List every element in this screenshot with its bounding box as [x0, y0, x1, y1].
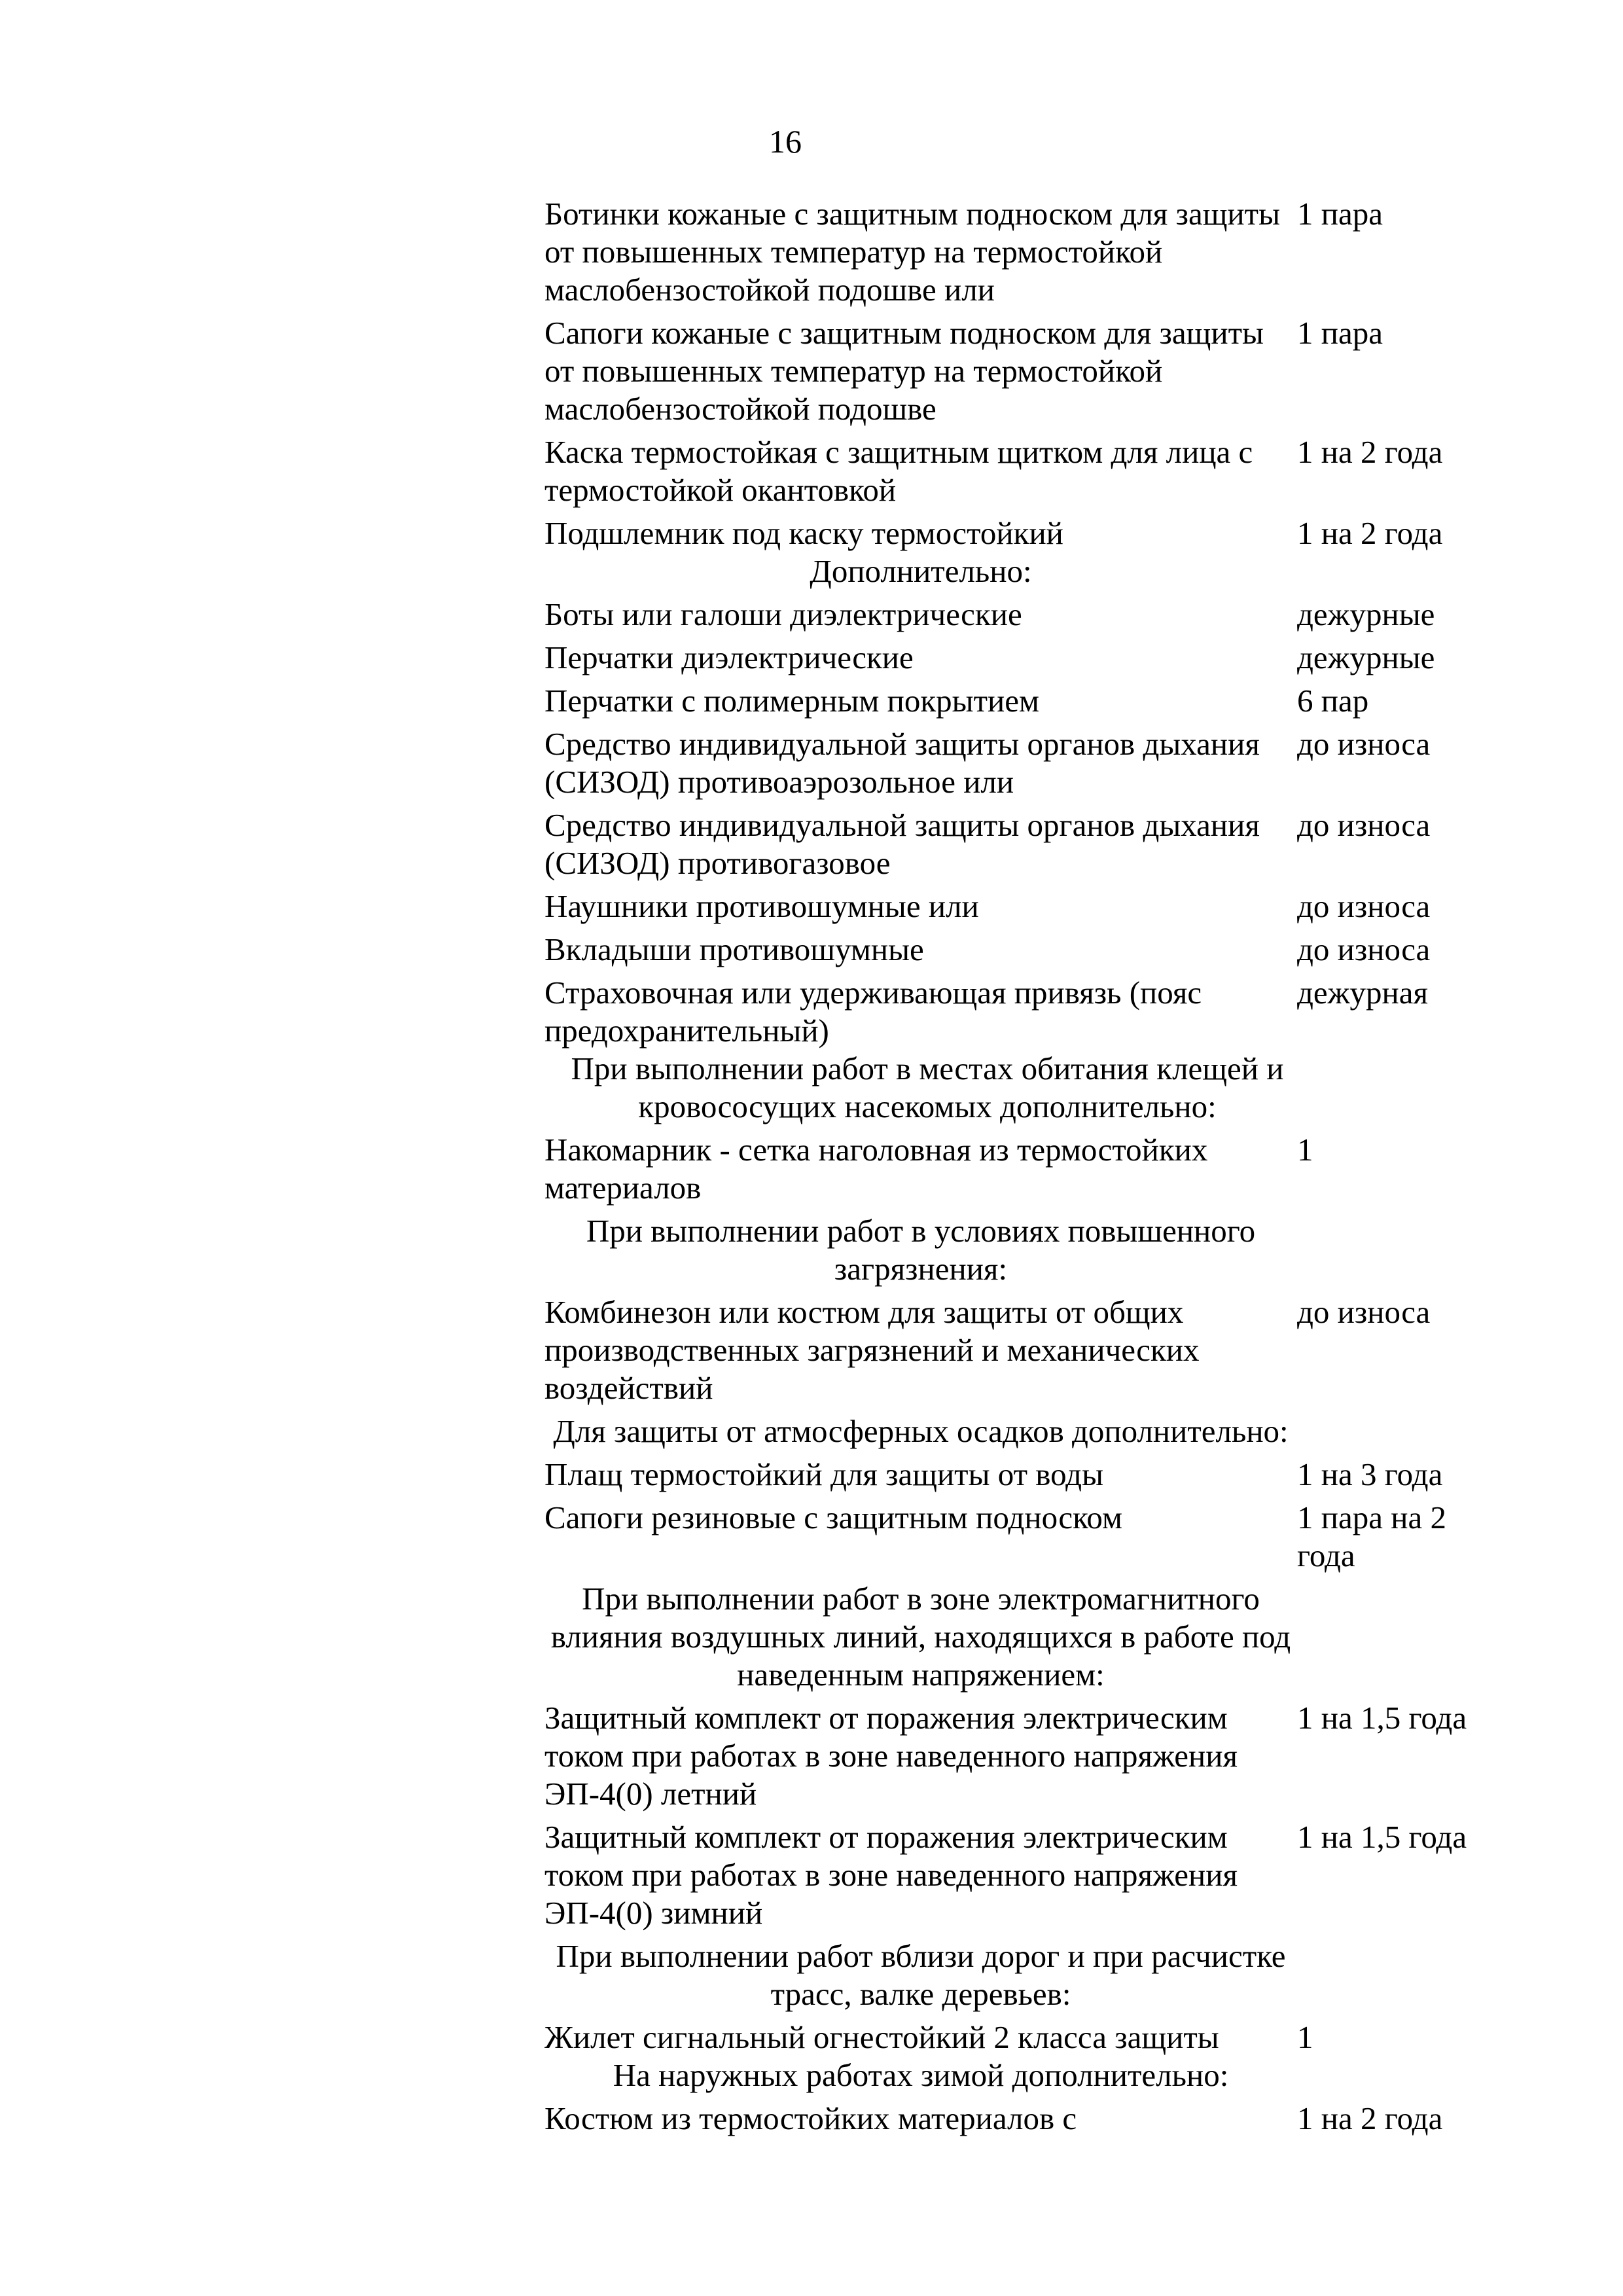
item-name: Защитный комплект от поражения электрическим током при работах в зоне наведенного напряжения ЭП-4(0) зимний: [544, 1819, 1238, 1931]
table-row: [544, 596, 1487, 634]
table-row: [544, 1293, 1487, 1407]
item-norm: 1 на 1,5 года: [1297, 1700, 1467, 1736]
item-norm: до износа: [1297, 726, 1431, 762]
item-name: Жилет сигнальный огнестойкий 2 класса защиты: [544, 2019, 1219, 2055]
item-norm: до износа: [1297, 807, 1431, 843]
section-heading: Дополнительно:: [810, 553, 1032, 589]
table-row: [544, 195, 1487, 309]
item-name: Средство индивидуальной защиты органов дыхания (СИЗОД) противоаэрозольное или: [544, 726, 1260, 800]
item-name: Сапоги резиновые с защитным подноском: [544, 1499, 1122, 1535]
table-row: [544, 974, 1487, 1050]
section-heading: На наружных работах зимой дополнительно:: [613, 2057, 1229, 2093]
norms-table: [544, 195, 1487, 2138]
section-heading: При выполнении работ вблизи дорог и при расчистке трасс, валке деревьев:: [556, 1938, 1286, 2012]
item-name: Наушники противошумные или: [544, 888, 979, 924]
item-norm: 1 на 2 года: [1297, 2100, 1443, 2136]
page-number: 16: [769, 123, 802, 160]
item-norm: до износа: [1297, 1294, 1431, 1330]
item-name: Боты или галоши диэлектрические: [544, 596, 1022, 632]
item-norm: дежурная: [1297, 975, 1429, 1011]
section-heading: При выполнении работ в местах обитания клещей и кровососущих насекомых дополнительно:: [571, 1050, 1284, 1124]
item-name: Сапоги кожаные с защитным подноском для защиты от повышенных температур на термостойкой маслобензостойкой подошве: [544, 315, 1264, 427]
section-heading: При выполнении работ в зоне электромагнитного влияния воздушных линий, находящихся в работе под наведенным напряжением:: [550, 1581, 1291, 1693]
section-heading: Для защиты от атмосферных осадков дополнительно:: [553, 1413, 1289, 1449]
item-norm: 1 пара на 2 года: [1297, 1499, 1446, 1573]
item-name: Комбинезон или костюм для защиты от общих производственных загрязнений и механических воздействий: [544, 1294, 1200, 1406]
item-norm: 1 пара: [1297, 315, 1383, 351]
table-row: [544, 314, 1487, 428]
item-name: Каска термостойкая с защитным щитком для лица с термостойкой окантовкой: [544, 434, 1253, 508]
item-name: Накомарник - сетка наголовная из термостойких материалов: [544, 1132, 1208, 1206]
item-name: Костюм из термостойких материалов с: [544, 2100, 1077, 2136]
table-row: [544, 1131, 1487, 1207]
item-name: Плащ термостойкий для защиты от воды: [544, 1456, 1104, 1492]
item-name: Ботинки кожаные с защитным подноском для защиты от повышенных температур на термостойкой маслобензостойкой подошве или: [544, 196, 1280, 308]
item-norm: 1: [1297, 2019, 1313, 2055]
item-norm: 6 пар: [1297, 683, 1369, 719]
item-name: Перчатки диэлектрические: [544, 639, 914, 675]
table-row: [544, 433, 1487, 509]
table-row: [544, 1499, 1487, 1575]
item-name: Вкладыши противошумные: [544, 931, 924, 967]
table-row: [544, 639, 1487, 677]
table-row: [544, 514, 1487, 552]
item-name: Перчатки с полимерным покрытием: [544, 683, 1039, 719]
table-row: [544, 1699, 1487, 1813]
item-norm: 1 пара: [1297, 196, 1383, 232]
item-name: Страховочная или удерживающая привязь (пояс предохранительный): [544, 975, 1202, 1049]
table-row: [544, 931, 1487, 969]
section-heading: При выполнении работ в условиях повышенного загрязнения:: [586, 1213, 1256, 1287]
table-row: [544, 806, 1487, 882]
item-norm: дежурные: [1297, 639, 1435, 675]
item-norm: 1 на 2 года: [1297, 434, 1443, 470]
item-norm: 1 на 2 года: [1297, 515, 1443, 551]
item-name: Защитный комплект от поражения электрическим током при работах в зоне наведенного напряжения ЭП-4(0) летний: [544, 1700, 1238, 1812]
item-norm: 1 на 3 года: [1297, 1456, 1443, 1492]
item-name: Средство индивидуальной защиты органов дыхания (СИЗОД) противогазовое: [544, 807, 1260, 881]
item-norm: до износа: [1297, 888, 1431, 924]
item-name: Подшлемник под каску термостойкий: [544, 515, 1063, 551]
item-norm: до износа: [1297, 931, 1431, 967]
table-row: [544, 888, 1487, 925]
table-row: [544, 725, 1487, 801]
table-row: [544, 1456, 1487, 1494]
item-norm: 1 на 1,5 года: [1297, 1819, 1467, 1855]
table-row: [544, 1818, 1487, 1932]
item-norm: 1: [1297, 1132, 1313, 1168]
table-row: [544, 682, 1487, 720]
table-row: [544, 2018, 1487, 2056]
table-row: [544, 2100, 1487, 2138]
item-norm: дежурные: [1297, 596, 1435, 632]
